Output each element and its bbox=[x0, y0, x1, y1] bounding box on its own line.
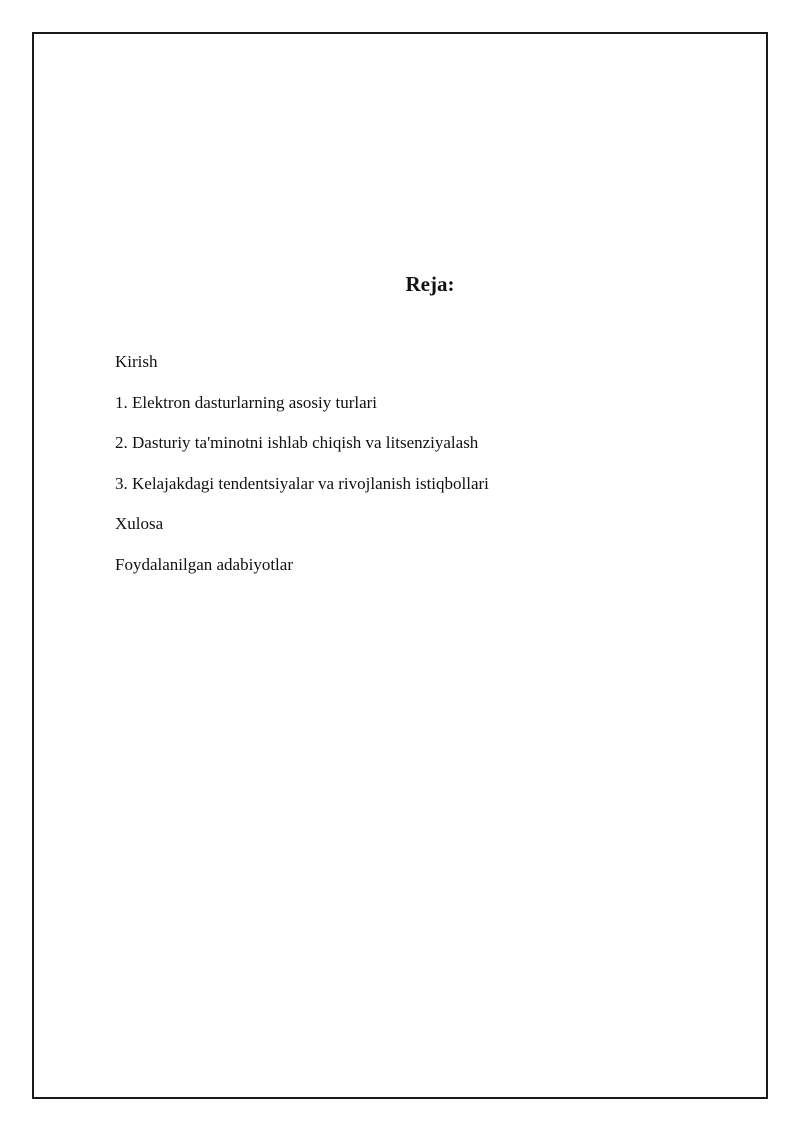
toc-item-section-2: 2. Dasturiy ta'minotni ishlab chiqish va litsenziyalash bbox=[115, 433, 479, 452]
toc-item-conclusion: Xulosa bbox=[115, 514, 164, 533]
toc-item-references: Foydalanilgan adabiyotlar bbox=[115, 554, 293, 574]
toc-item-section-3: 3. Kelajakdagi tendentsiyalar va rivojlanish istiqbollari bbox=[115, 473, 489, 493]
page-title: Reja: bbox=[405, 272, 455, 296]
table-of-contents bbox=[115, 350, 489, 593]
toc-item-section-1: 1. Elektron dasturlarning asosiy turlari bbox=[115, 392, 378, 412]
toc-item-introduction: Kirish bbox=[115, 352, 158, 371]
